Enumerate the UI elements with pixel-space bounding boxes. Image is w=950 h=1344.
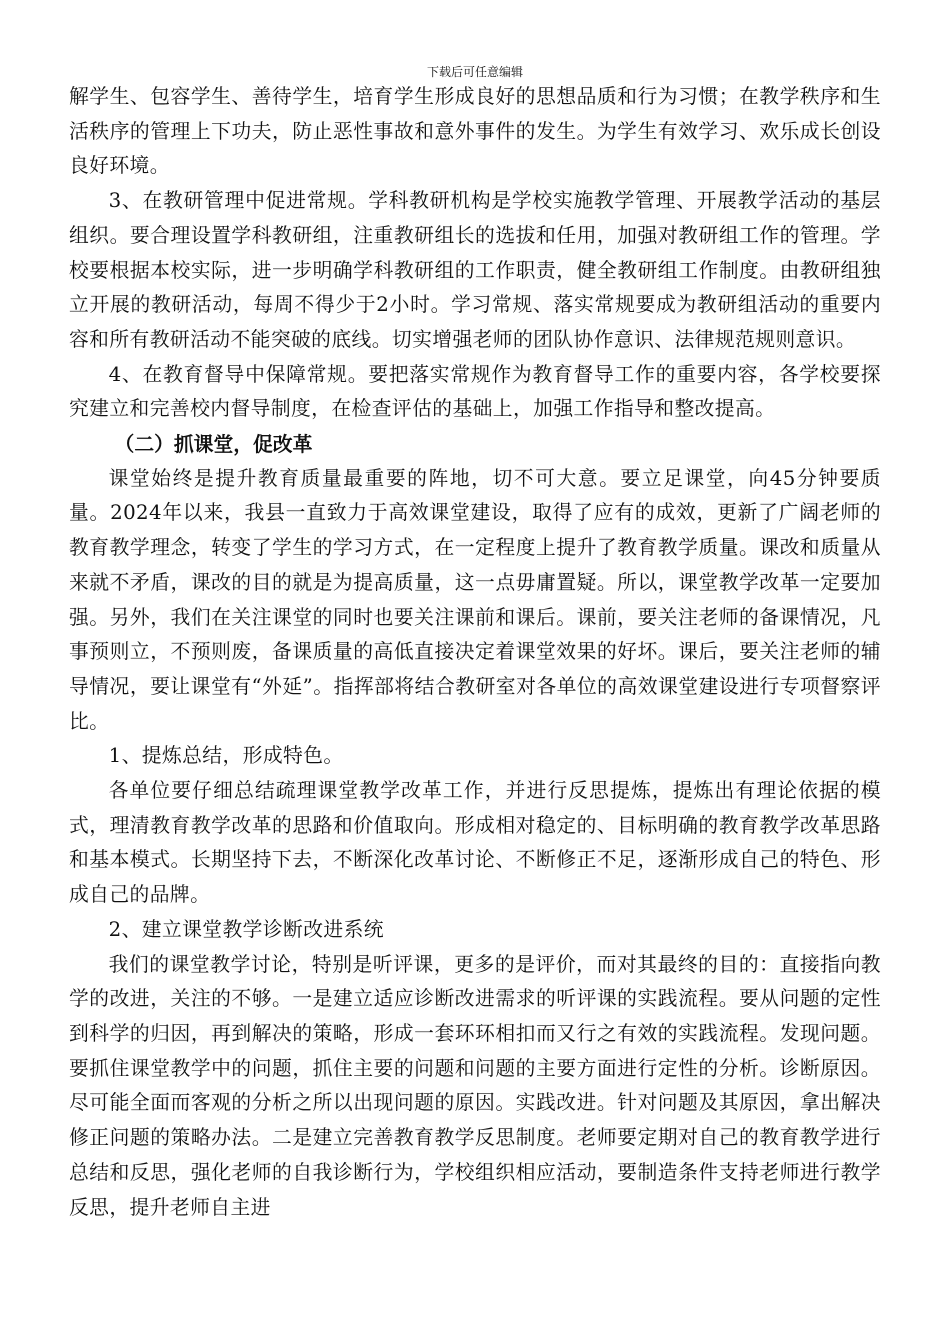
subheading-summary: 1、提炼总结，形成特色。	[108, 744, 344, 768]
paragraph-classroom: 课堂始终是提升教育质量最重要的阵地，切不可大意。要立足课堂，向45分钟要质量。2024年以来，我县一直致力于高效课堂建设，取得了应有的成效，更新了广阔老师的教育教学理念，转变了学生的学习方式，在一定程度上提升了教育教学质量。课改和质量从来就不矛盾，课改的目的就是为提高质量，这一点毋庸置疑。所以，课堂教学改革一定要加强。另外，我们在关注课堂的同时也要关注课前和课后。课前，要关注老师的备课情况，凡事预则立，不预则废，备课质量的高低直接决定着课堂效果的好坏。课后，要关注老师的辅导情况，要让课堂有“外延”。指挥部将结合教研室对各单位的高效课堂建设进行专项督察评比。	[69, 466, 881, 733]
paragraph-supervision: 4、在教育督导中保障常规。要把落实常规作为教育督导工作的重要内容，各学校要探究建立和完善校内督导制度，在检查评估的基础上，加强工作指导和整改提高。	[69, 362, 881, 421]
paragraph-continued: 解学生、包容学生、善待学生，培育学生形成良好的思想品质和行为习惯；在教学秩序和生活秩序的管理上下功夫，防止恶性事故和意外事件的发生。为学生有效学习、欢乐成长创设良好环境。	[69, 85, 881, 178]
paragraph-diagnosis: 我们的课堂教学讨论，特别是听评课，更多的是评价，而对其最终的目的：直接指向教学的改进，关注的不够。一是建立适应诊断改进需求的听评课的实践流程。要从问题的定性到科学的归因，再到解决的策略，形成一套环环相扣而又行之有效的实践流程。发现问题。要抓住课堂教学中的问题，抓住主要的问题和问题的主要方面进行定性的分析。诊断原因。尽可能全面而客观的分析之所以出现问题的原因。实践改进。针对问题及其原因，拿出解决修正问题的策略办法。二是建立完善教育教学反思制度。老师要定期对自己的教育教学进行总结和反思，强化老师的自我诊断行为，学校组织相应活动，要制造条件支持老师进行教学反思，提升老师自主进	[69, 952, 881, 1219]
subheading-diagnosis: 2、建立课堂教学诊断改进系统	[108, 917, 384, 941]
paragraph-teaching-research: 3、在教研管理中促进常规。学科教研机构是学校实施教学管理、开展教学活动的基层组织。要合理设置学科教研组，注重教研组长的选拔和任用，加强对教研组工作的管理。学校要根据本校实际，进一步明确学科教研组的工作职责，健全教研组工作制度。由教研组独立开展的教研活动，每周不得少于2小时。学习常规、落实常规要成为教研组活动的重要内容和所有教研活动不能突破的底线。切实增强老师的团队协作意识、法律规范规则意识。	[69, 189, 881, 351]
paragraph-summary: 各单位要仔细总结疏理课堂教学改革工作，并进行反思提炼，提炼出有理论依据的模式，理清教育教学改革的思路和价值取向。形成相对稳定的、目标明确的教育教学改革思路和基本模式。长期坚持下去，不断深化改革讨论、不断修正不足，逐渐形成自己的特色、形成自己的品牌。	[69, 779, 881, 907]
document-body	[69, 80, 881, 1225]
page-header: 下载后可任意编辑	[426, 65, 523, 79]
section-heading: （二）抓课堂，促改革	[114, 432, 313, 457]
